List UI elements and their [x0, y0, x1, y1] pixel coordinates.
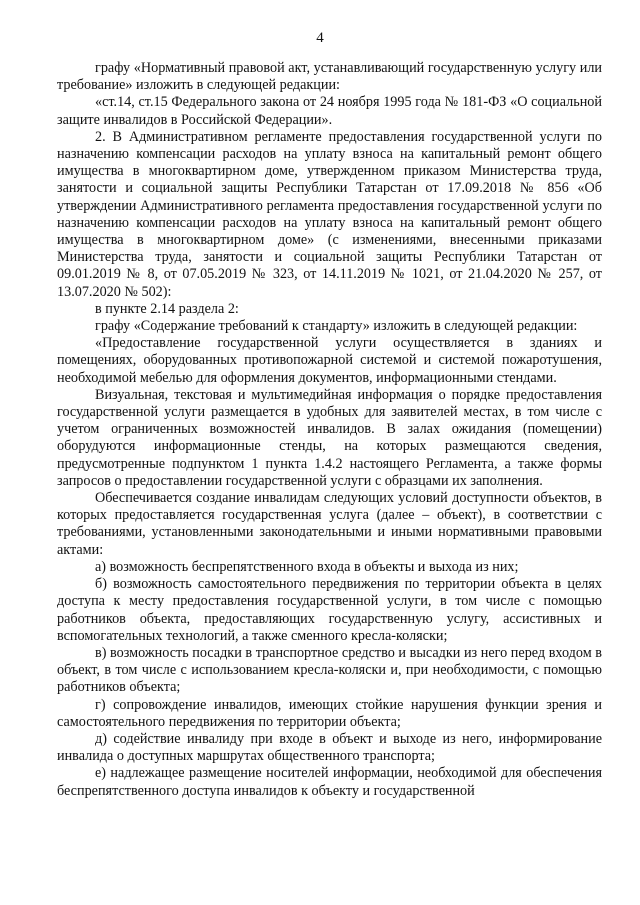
page-number: 4: [316, 30, 324, 46]
document-body: [57, 60, 602, 800]
paragraph-6: «Предоставление государственной услуги осуществляется в зданиях и помещениях, оборудованных противопожарной системой и системой пожаротушения, необходимой мебелью для оформления документов, информационными стендами.: [57, 335, 602, 386]
list-item-g: г) сопровождение инвалидов, имеющих стойкие нарушения функции зрения и самостоятельного передвижения по территории объекта;: [57, 696, 602, 730]
list-item-b: б) возможность самостоятельного передвижения по территории объекта в целях доступа к месту предоставления государственной услуги, в том числе с помощью работников объекта, предоставляющих государственную услугу, ассистивных и вспомогательных технологий, а также сменного кресла-коляски;: [57, 576, 602, 644]
paragraph-4: в пункте 2.14 раздела 2:: [95, 300, 239, 317]
list-item-e: е) надлежащее размещение носителей информации, необходимой для обеспечения беспрепятственного доступа инвалидов к объекту и государственной: [57, 765, 602, 799]
list-item-a: а) возможность беспрепятственного входа в объекты и выхода из них;: [95, 558, 519, 575]
list-item-d: д) содействие инвалиду при входе в объект и выходе из него, информирование инвалида о доступных маршрутах общественного транспорта;: [57, 730, 602, 765]
paragraph-8: Обеспечивается создание инвалидам следующих условий доступности объектов, в которых предоставляется государственная услуга (далее – объект), в соответствии с требованиями, установленными законодательными и иными нормативными правовыми актами:: [57, 490, 602, 558]
paragraph-3: 2. В Административном регламенте предоставления государственной услуги по назначению компенсации расходов на уплату взноса на капитальный ремонт общего имущества в многоквартирном доме, утвержденном приказом Министерства труда, занятости и социальной защиты Республики Татарстан от 17.09.2018 № 856 «Об утверждении Административного регламента предоставления государственной услуги по назначению компенсации расходов на уплату взноса на капитальный ремонт общего имущества в многоквартирном доме» (с изменениями, внесенными приказами Министерства труда, занятости и социальной защиты Республики Татарстан от 09.01.2019 № 8, от 07.05.2019 № 323, от 14.11.2019 № 1021, от 21.04.2020 № 257, от 13.07.2020 № 502):: [57, 128, 602, 300]
paragraph-1: графу «Нормативный правовой акт, устанавливающий государственную услугу или требование» изложить в следующей редакции:: [57, 60, 602, 94]
paragraph-2: «ст.14, ст.15 Федерального закона от 24 ноября 1995 года № 181-ФЗ «О социальной защите инвалидов в Российской Федерации».: [57, 94, 602, 128]
paragraph-5: графу «Содержание требований к стандарту» изложить в следующей редакции:: [95, 318, 578, 335]
list-item-v: в) возможность посадки в транспортное средство и высадки из него перед входом в объект, в том числе с использованием кресла-коляски и, при необходимости, с помощью работников объекта;: [57, 644, 602, 696]
paragraph-7: Визуальная, текстовая и мультимедийная информация о порядке предоставления государственной услуги размещается в удобных для заявителей местах, в том числе с учетом ограниченных возможностей инвалидов. В залах ожидания (помещении) оборудуются информационные стенды, на которых размещаются сведения, предусмотренные подпунктом 1 пункта 1.4.2 настоящего Регламента, а также формы запросов о предоставлении государственной услуги с образцами их заполнения.: [57, 386, 602, 489]
